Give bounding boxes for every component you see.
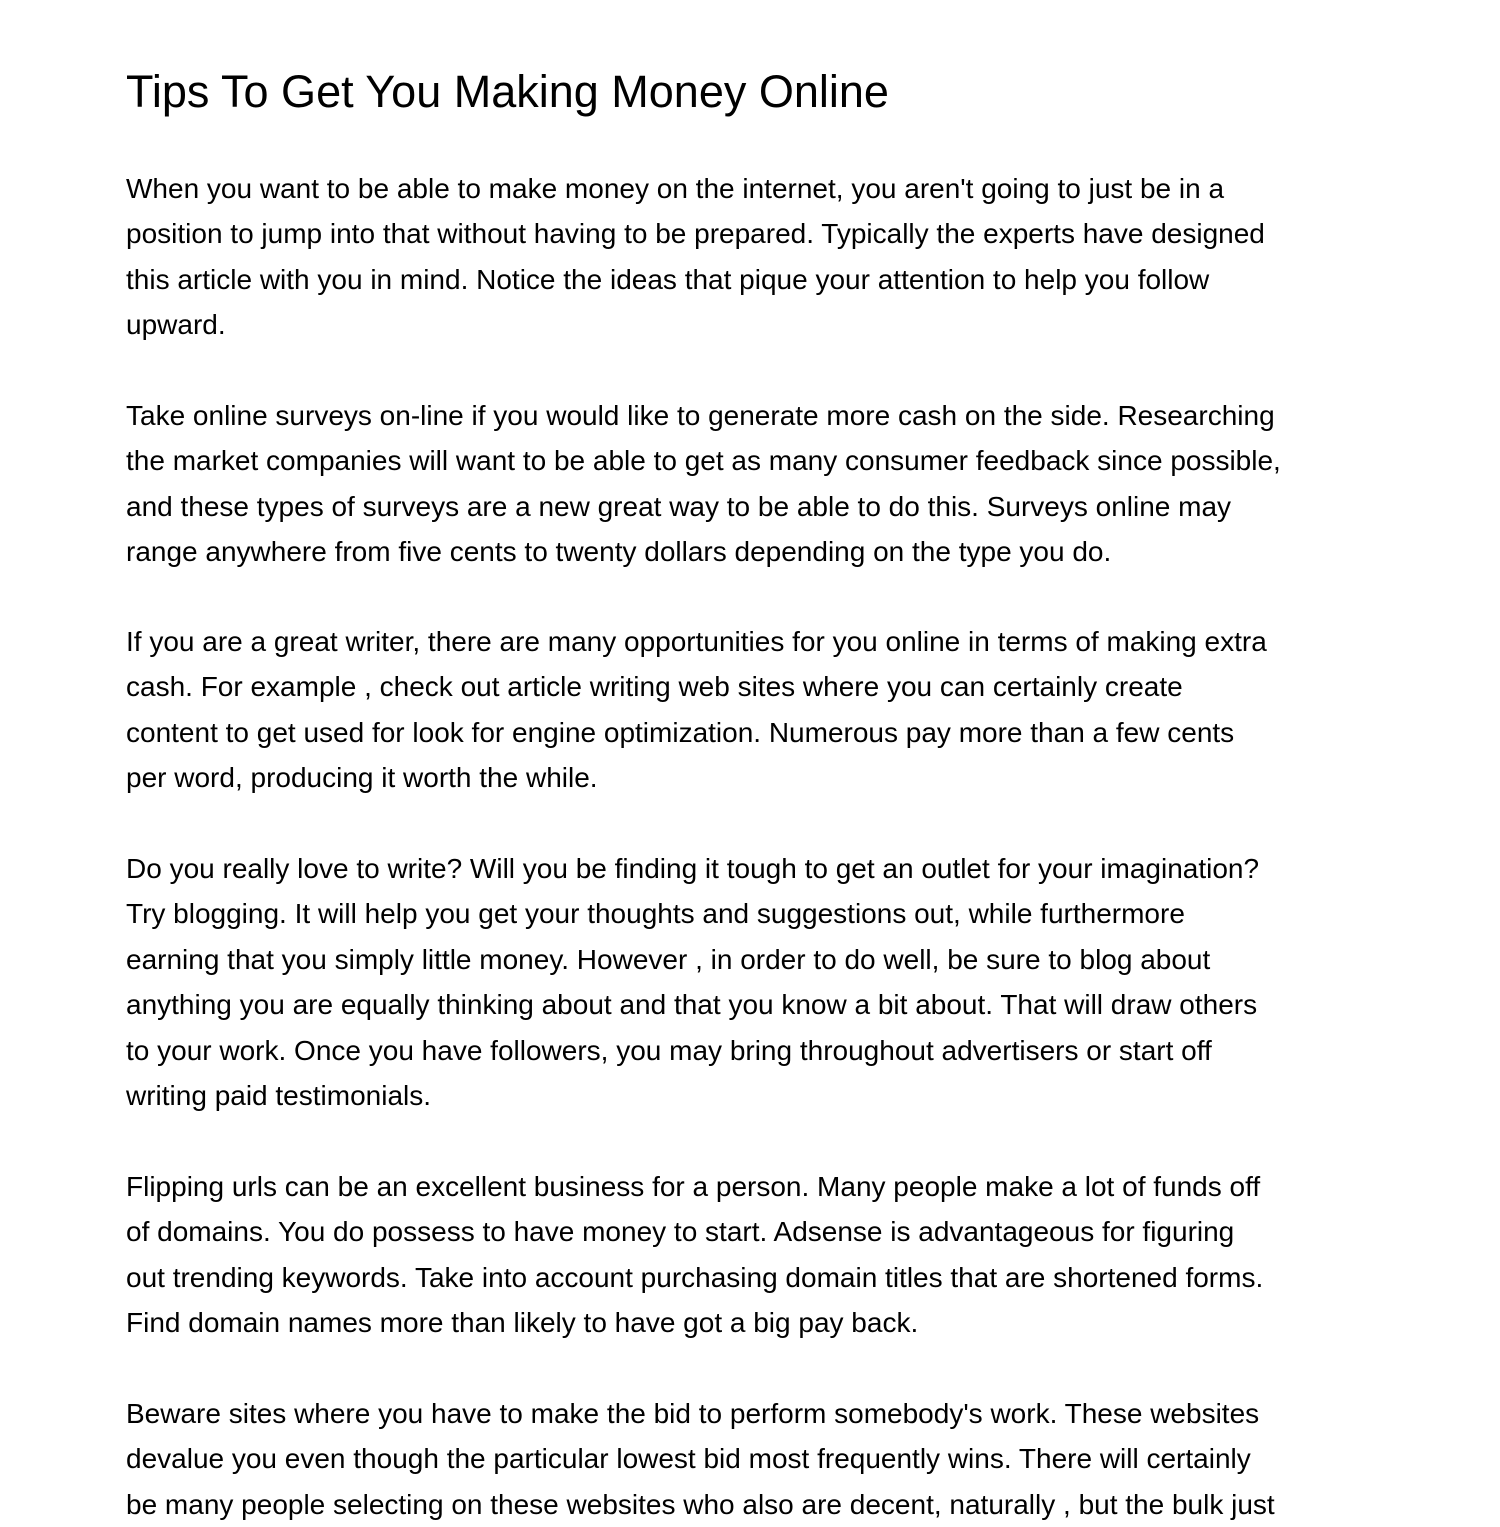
paragraph-blogging (126, 846, 1259, 1118)
paragraph-line: of domains. You do possess to have money to start. Adsense is advantageous for figuring (126, 1216, 1235, 1248)
paragraph-article-writing (126, 619, 1267, 801)
paragraph-line: per word, producing it worth the while. (126, 762, 598, 794)
paragraph-line: range anywhere from five cents to twenty dollars depending on the type you do. (126, 536, 1112, 568)
paragraph-line: to your work. Once you have followers, you may bring throughout advertisers or start off (126, 1034, 1212, 1066)
paragraph-online-preparation (126, 166, 1265, 348)
paragraph-line: content to get used for look for engine optimization. Numerous pay more than a few cents (126, 716, 1235, 748)
paragraph-line: and these types of surveys are a new great way to be able to do this. Surveys online may (126, 490, 1232, 522)
paragraph-line: anything you are equally thinking about and that you know a bit about. That will draw others (126, 989, 1258, 1021)
paragraph-line: be many people selecting on these websites who also are decent, naturally , but the bulk just (126, 1488, 1275, 1520)
paragraph-line: upward. (126, 309, 226, 341)
paragraph-line: Try blogging. It will help you get your thoughts and suggestions out, while furthermore (126, 898, 1185, 930)
paragraph-domain-flipping (126, 1164, 1263, 1346)
paragraph-line: earning that you simply little money. However , in order to do well, be sure to blog about (126, 943, 1211, 975)
document-title: Tips To Get You Making Money Online (126, 66, 889, 117)
paragraph-line: When you want to be able to make money on the internet, you aren't going to just be in a (126, 173, 1225, 204)
paragraph-bidding-sites (126, 1391, 1275, 1527)
paragraph-line: Find domain names more than likely to have got a big pay back. (126, 1307, 919, 1339)
paragraph-line: Beware sites where you have to make the bid to perform somebody's work. These websites (126, 1398, 1260, 1429)
paragraph-online-surveys (126, 393, 1281, 575)
paragraph-line: cash. For example , check out article writing web sites where you can certainly create (126, 671, 1183, 703)
paragraph-line: If you are a great writer, there are many opportunities for you online in terms of making extra (126, 626, 1267, 657)
paragraph-line: out trending keywords. Take into account purchasing domain titles that are shortened forms. (126, 1261, 1264, 1293)
paragraph-line: position to jump into that without having to be prepared. Typically the experts have designed (126, 218, 1265, 250)
paragraph-line: the market companies will want to be able to get as many consumer feedback since possible, (126, 445, 1281, 477)
paragraph-line: this article with you in mind. Notice the ideas that pique your attention to help you follow (126, 263, 1210, 295)
paragraph-line: Take online surveys on-line if you would like to generate more cash on the side. Researching (126, 400, 1275, 431)
paragraph-line: devalue you even though the particular lowest bid most frequently wins. There will certainly (126, 1443, 1251, 1475)
paragraph-line: Do you really love to write? Will you be finding it tough to get an outlet for your imagination? (126, 853, 1260, 884)
paragraph-line: Flipping urls can be an excellent business for a person. Many people make a lot of funds off (126, 1171, 1261, 1202)
paragraph-line: writing paid testimonials. (126, 1079, 432, 1111)
